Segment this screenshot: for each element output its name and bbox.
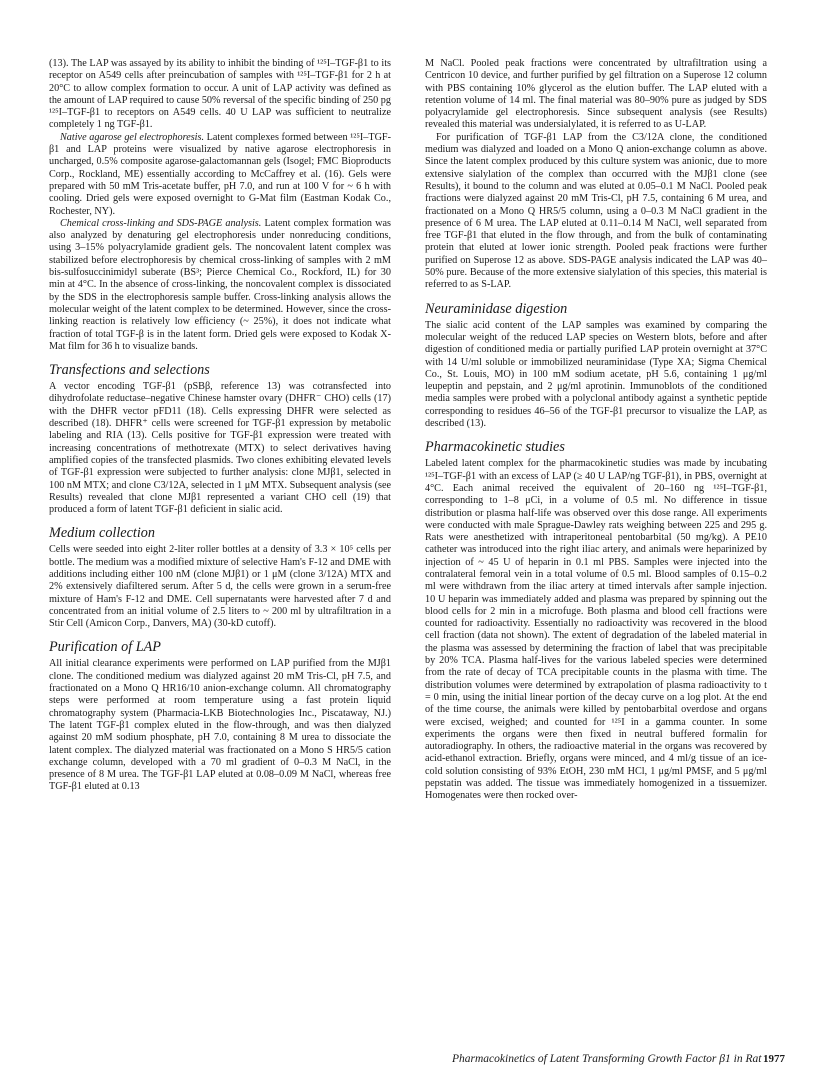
running-title: Pharmacokinetics of Latent Transforming Growth Factor β1 in Rat	[452, 1053, 762, 1065]
lap-assay-paragraph: (13). The LAP was assayed by its ability to inhibit the binding of ¹²⁵I–TGF-β1 to its receptor on A549 cells after preincubation of samples with ¹²⁵I–TGF-β1 for 2 h at 20°C to allow complex formation to occur. A unit of LAP activity was defined as the amount of LAP required to cause 50% reversal of the specific binding of 250 pg ¹²⁵I–TGF-β1 to receptors on A549 cells. 40 U LAP was sufficient to neutralize completely 1 ng TGF-β1.	[49, 58, 391, 131]
slap-paragraph: For purification of TGF-β1 LAP from the C3/12A clone, the conditioned medium was dialyzed and loaded on a Mono Q anion-exchange column as above. Since the latent complex produced by this culture system was anionic, due to more extensive sialylation of the complex than occurred with the MJβ1 clone (see Results), it bound to the column and was eluted at 0.05–0.1 M NaCl. Pooled peak fractions were dialyzed against 20 mM Tris-Cl, pH 7.5, containing 6 M urea, and fractionated on a Mono Q HR5/5 column, using a 0–0.3 M NaCl gradient in the presence of 6 M urea. The LAP eluted at 0.11–0.14 M NaCl, well separated from free TGF-β1 that eluted in the flow through, and from the bulk of contaminating protein that eluted at lower ionic strength. Pooled peak fractions were further purified on Superose 12 as above. SDS-PAGE analysis indicated the LAP was 40–50% pure. Because of the more extensive sialylation of this species, this material is referred to as S-LAP.	[425, 131, 767, 291]
right-column	[425, 58, 767, 803]
neuraminidase-paragraph: The sialic acid content of the LAP samples was examined by comparing the molecular weight of the reduced LAP species on Western blots, before and after digestion of conditioned media or partially purified LAP protein overnight at 37°C with 14 U/ml soluble or immobilized neuraminidase (Type XA; Sigma Chemical Co., St. Louis, MO) in 100 mM sodium acetate, pH 5.6, containing 1 μg/ml leupeptin and pepstain, and 2 μg/ml aprotinin. Immunoblots of the conditioned media samples were probed with a polyclonal antibody against a synthetic peptide corresponding to residues 46–56 of the TGF-β1 precursor to visualize the LAP, as described (13).	[425, 319, 767, 430]
purification-heading: Purification of LAP	[49, 639, 161, 656]
left-column	[49, 58, 391, 794]
page-footer	[452, 1052, 785, 1065]
transfections-heading: Transfections and selections	[49, 362, 210, 379]
transfections-paragraph: A vector encoding TGF-β1 (pSBβ, reference 13) was cotransfected into dihydrofolate reductase–negative Chinese hamster ovary (DHFR⁻ CHO) cells (17) with the DHFR vector pFD11 (18). Cells expressing DHFR were selected as described (18). DHFR⁺ cells were screened for TGF-β1 expression by metabolic labeling and RIA (13). Cells positive for TGF-β1 expression were treated with increasing concentrations of methotrexate (MTX) to select derivatives having amplified copies of the transfected plasmids. Two clones exhibiting elevated levels of TGF-β1 expression were subjected to further analysis: clone MJβ1, selected in 100 nM MTX; and clone C3/12A, selected in 1 μM MTX. Subsequent analysis (see Results) revealed that clone MJβ1 represented a variant CHO cell (19) that produced a form of latent TGF-β1 deficient in sialic acid.	[49, 381, 391, 516]
pharmacokinetic-heading: Pharmacokinetic studies	[425, 439, 565, 456]
pharmacokinetic-paragraph: Labeled latent complex for the pharmacokinetic studies was made by incubating ¹²⁵I–TGF-β1 with an excess of LAP (≥ 40 U LAP/ng TGF-β1), in PBS, overnight at 4°C. Each animal received the equivalent of 20–160 ng ¹²⁵I–TGF-β1, corresponding to 1–8 μCi, in a volume of 0.5 ml. No difference in tissue distribution or plasma half-life was observed over this dose range. All experiments were conducted with male Sprague-Dawley rats weighing between 225 and 295 g. Rats were anesthetized with intraperitoneal pentobarbital (50 mg/kg). A PE10 catheter was introduced into the right iliac artery, and animals were heparinized by injection of ~ 45 U of heparin in 0.1 ml PBS. Samples were injected into the contralateral femoral vein in a total volume of 0.5 ml. Blood samples of 0.15–0.2 ml were withdrawn from the iliac artery at timed intervals after sample injection. 10 U heparin was immediately added and plasma was prepared by spinning out the blood cells for 2 min in a microfuge. Both plasma and blood cell fractions were counted for radioactivity. Essentially no radioactivity was recovered in the blood cell fraction (data not shown). The extent of degradation of the labeled material in the plasma was assessed by determining the fraction of label that was precipitable by 20% TCA. Plasma half-lives for the various labeled species were determined from the rate of decay of TCA precipitable counts in the plasma with time. The distribution volumes were determined by extrapolation of plasma radioactivity to t = 0 min, using the initial linear portion of the decay curve on a log plot. At the end of the time course, the animals were killed by pentobarbital overdose and organs were excised, weighed; and counted for ¹²⁵I in a gamma counter. In some experiments the organs were then fixed in neutral buffered formalin for autoradiography. In others, the radioactive material in the organs was recovered by acid-ethanol extraction. Briefly, organs were minced, and 4 ml/g tissue of an ice-cold solution consisting of 93% EtOH, 230 mM HCl, 1 μg/ml PMSF, and 5 μg/ml pepstatin was added. The tissue was immediately homogenized in a tissuemizer. Homogenates were then rocked over-	[425, 458, 767, 802]
medium-paragraph: Cells were seeded into eight 2-liter roller bottles at a density of 3.3 × 10⁵ cells per bottle. The medium was a modified mixture of selective Ham's F-12 and DME with additions including either 100 nM (clone MJβ1) or 1 μM (clone 3/12A) MTX and 2% extensively diafiltered serum. After 5 d, the cells were grown in a serum-free mixture of Ham's F-12 and DME. Cell supernatants were harvested after 7 d and concentrated from an initial volume of 2.5 liters to ~ 200 ml by ultrafiltration in a Stir Cell (Amicon Corp., Danvers, MA) (30-kD cutoff).	[49, 544, 391, 630]
crosslink-text: Latent complex formation was also analyzed by denaturing gel electrophoresis under nonreducing conditions, using 3–15% polyacrylamide gradient gels. The noncovalent latent complex was stabilized before electrophoresis by chemical cross-linking of samples with 2 mM bis-sulfosuccinimidyl suberate (BS³; Pierce Chemical Co., Rockford, IL) for 30 min at 4°C. In the absence of cross-linking, the noncovalent complex is dissociated by the SDS in the electrophoresis sample buffer. Cross-linking analysis allows the molecular weight of the latent complex to be determined. However, since the cross-linking reaction is relatively low efficiency (~ 25%), it does not indicate what fraction of total TGF-β is in the latent form. Dried gels were exposed to Kodak X-Mat film for 36 h to visualize bands.	[49, 217, 391, 352]
medium-heading: Medium collection	[49, 525, 155, 542]
purification-paragraph: All initial clearance experiments were performed on LAP purified from the MJβ1 clone. The conditioned medium was dialyzed against 20 mM Tris-Cl, pH 7.5, and fractionated on a Mono Q HR16/10 anion-exchange column. All chromatography steps were performed at room temperature using a fast protein liquid chromatography system (Pharmacia-LKB Biotechnologies Inc., Piscataway, NJ.) The latent TGF-β1 complex eluted in the flow-through, and was then dialyzed against 20 mM sodium phosphate, pH 7.0, containing 8 M urea to dissociate the latent complex. The dialyzed material was fractionated on a Mono S HR5/5 cation exchange column, developed with a 70 ml gradient of 0–0.3 M NaCl, in the presence of 8 M urea. The TGF-β1 LAP eluted at 0.08–0.09 M NaCl, whereas free TGF-β1 eluted at 0.13	[49, 658, 391, 793]
crosslink-runin-heading: Chemical cross-linking and SDS-PAGE analysis.	[60, 217, 262, 229]
native-gel-paragraph	[49, 132, 391, 218]
neuraminidase-heading: Neuraminidase digestion	[425, 300, 568, 317]
native-gel-runin-heading: Native agarose gel electrophoresis.	[60, 131, 205, 143]
ulap-paragraph: M NaCl. Pooled peak fractions were concentrated by ultrafiltration using a Centricon 10 device, and further purified by gel filtration on a Superose 12 column with PBS containing 10% glycerol as the elution buffer. The LAP eluted with a retention volume of 14 ml. The final material was 80–90% pure as judged by SDS polyacrylamide gel electrophoresis. Since subsequent analysis (see Results) revealed this material was undersialylated, it is referred to as U-LAP.	[425, 58, 767, 131]
page-number: 1977	[763, 1053, 785, 1065]
crosslink-paragraph	[49, 218, 391, 353]
native-gel-text: Latent complexes formed between ¹²⁵I–TGF-β1 and LAP proteins were visualized by native agarose electrophoresis in uncharged, 0.5% composite agarose-galactomannan gels (Isogel; FMC Bioproducts Corp., Rockland, ME) essentially according to McCaffrey et al. (16). Gels were prepared with 50 mM Tris-acetate buffer, pH 7.0, and run at 100 V for ~ 6 h with cooling. Dried gels were exposed overnight to G-Mat film (Eastman Kodak Co., Rochester, NY).	[49, 131, 391, 217]
